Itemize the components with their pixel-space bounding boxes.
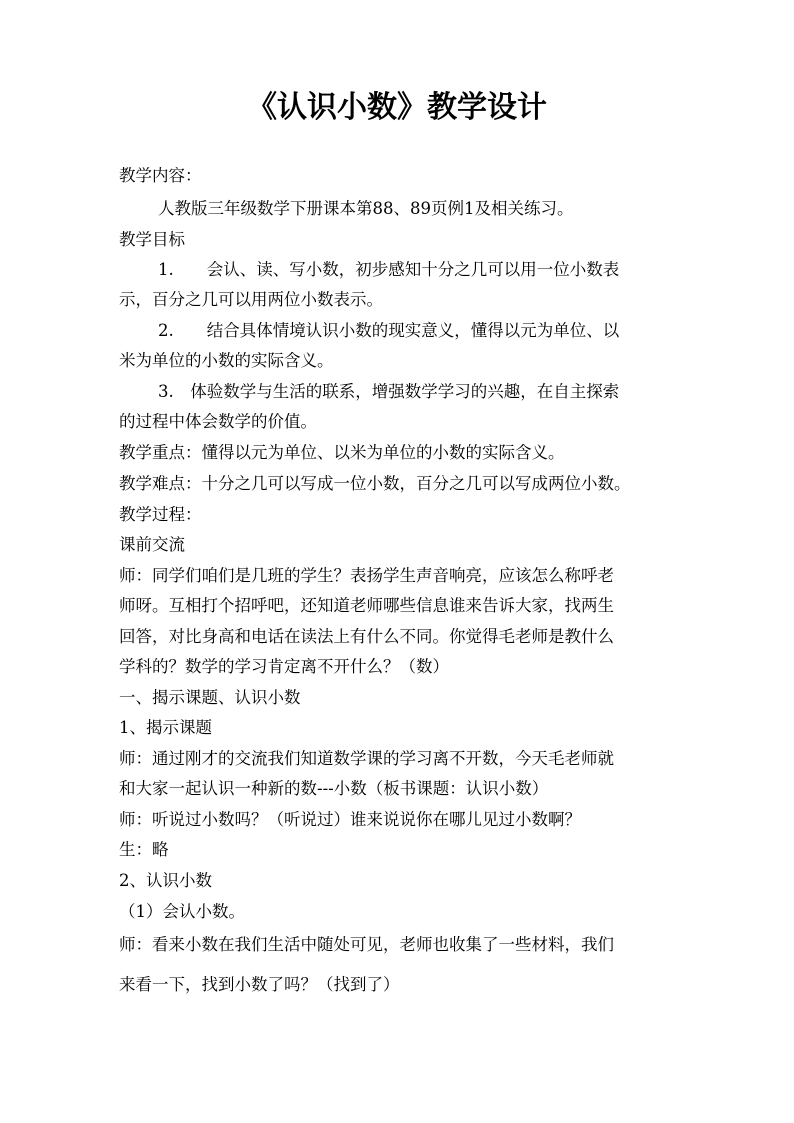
text-line: 2. 结合具体情境认识小数的现实意义，懂得以元为单位、以 [158, 321, 620, 340]
text-line: 师：听说过小数吗？（听说过）谁来说说你在哪儿见过小数啊？ [119, 810, 581, 829]
text-line: 2、认识小数 [119, 871, 212, 890]
text-line: 生：略 [119, 840, 169, 859]
text-line: 一、揭示课题、认识小数 [119, 688, 301, 707]
text-line: 示，百分之几可以用两位小数表示。 [119, 290, 383, 309]
text-line: 的过程中体会数学的价值。 [119, 412, 317, 431]
document-title: 《认识小数》教学设计 [247, 90, 547, 125]
text-line: 师：通过刚才的交流我们知道数学课的学习离不开数，今天毛老师就 [119, 749, 614, 768]
text-line: 师：看来小数在我们生活中随处可见，老师也收集了一些材料，我们 [119, 935, 614, 954]
text-line: 教学重点：懂得以元为单位、以米为单位的小数的实际含义。 [119, 443, 565, 462]
text-line: 人教版三年级数学下册课本第88、89页例1及相关练习。 [158, 199, 574, 218]
text-line: 教学内容： [119, 166, 202, 185]
text-line: 米为单位的小数的实际含义。 [119, 351, 334, 370]
text-line: 教学目标 [119, 230, 185, 249]
text-line: 教学难点：十分之几可以写成一位小数，百分之几可以写成两位小数。 [119, 474, 631, 493]
text-line: 课前交流 [119, 535, 185, 554]
text-line: 师呀。互相打个招呼吧，还知道老师哪些信息谁来告诉大家，找两生 [119, 596, 614, 615]
text-line: 3. 体验数学与生活的联系，增强数学学习的兴趣，在自主探索 [158, 382, 620, 401]
text-line: 和大家一起认识一种新的数---小数（板书课题：认识小数） [119, 779, 549, 798]
text-line: （1）会认小数。 [119, 902, 245, 921]
text-line: 1. 会认、读、写小数，初步感知十分之几可以用一位小数表 [158, 260, 620, 279]
text-line: 1、揭示课题 [119, 718, 212, 737]
text-line: 学科的？数学的学习肯定离不开什么？（数） [119, 657, 449, 676]
text-line: 教学过程： [119, 505, 202, 524]
text-line: 回答，对比身高和电话在读法上有什么不同。你觉得毛老师是教什么 [119, 627, 614, 646]
text-line: 来看一下，找到小数了吗？（找到了） [119, 975, 400, 994]
text-line: 师：同学们咱们是几班的学生？表扬学生声音响亮，应该怎么称呼老 [119, 566, 614, 585]
